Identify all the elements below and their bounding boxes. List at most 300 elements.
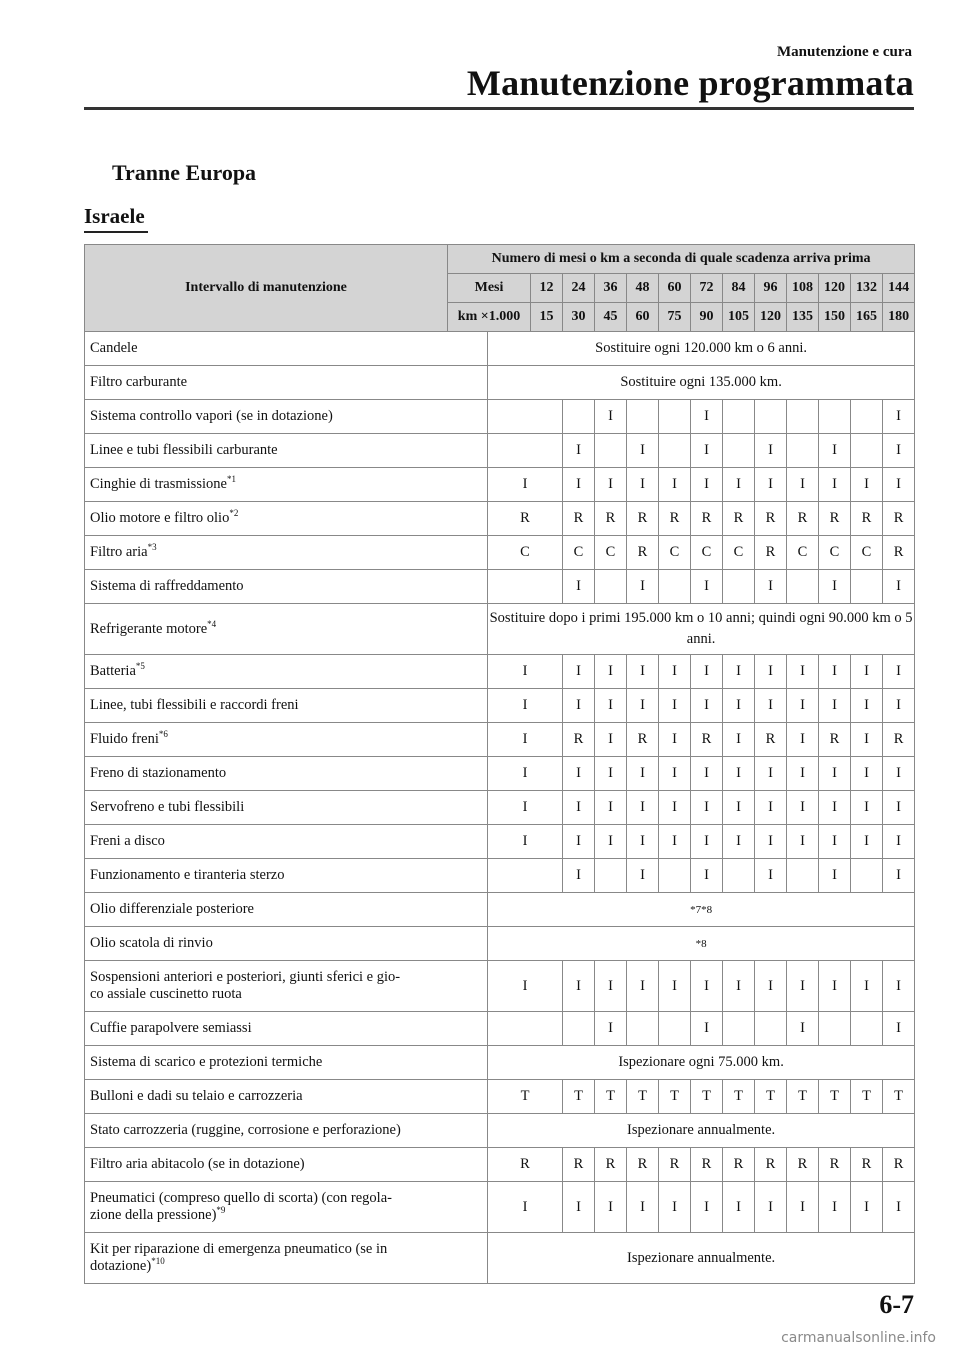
schedule-cell: I xyxy=(883,655,915,689)
table-row xyxy=(85,825,915,859)
table-row xyxy=(85,1046,915,1080)
schedule-cell: R xyxy=(627,502,659,536)
schedule-cell: I xyxy=(883,791,915,825)
schedule-cell: I xyxy=(595,689,627,723)
schedule-cell xyxy=(851,400,883,434)
schedule-cell xyxy=(488,1012,563,1046)
schedule-cell: I xyxy=(691,859,723,893)
schedule-cell xyxy=(851,859,883,893)
schedule-cell: T xyxy=(488,1080,563,1114)
schedule-cell: R xyxy=(755,536,787,570)
item-name-cell: Cuffie parapolvere semiassi xyxy=(85,1012,488,1046)
schedule-cell: R xyxy=(883,502,915,536)
schedule-cell: T xyxy=(691,1080,723,1114)
item-name-cell: Funzionamento e tiranteria sterzo xyxy=(85,859,488,893)
schedule-cell: R xyxy=(787,502,819,536)
schedule-cell: R xyxy=(883,1148,915,1182)
schedule-cell: T xyxy=(851,1080,883,1114)
schedule-cell: I xyxy=(883,434,915,468)
table-row xyxy=(85,332,915,366)
schedule-cell: I xyxy=(595,1012,627,1046)
item-name-cell: Sistema di raffreddamento xyxy=(85,570,488,604)
month-header-cell: 60 xyxy=(659,274,691,303)
month-header-cell: 48 xyxy=(627,274,659,303)
schedule-cell: R xyxy=(755,723,787,757)
schedule-cell: I xyxy=(563,757,595,791)
schedule-cell xyxy=(851,434,883,468)
subsection-underline xyxy=(84,231,148,233)
schedule-cell: I xyxy=(851,723,883,757)
item-name-cell: Servofreno e tubi flessibili xyxy=(85,791,488,825)
schedule-cell: I xyxy=(691,757,723,791)
item-name-cell: Candele xyxy=(85,332,488,366)
schedule-cell: I xyxy=(851,757,883,791)
item-name-cell: Filtro carburante xyxy=(85,366,488,400)
schedule-cell: I xyxy=(627,434,659,468)
schedule-cell xyxy=(787,434,819,468)
schedule-cell: I xyxy=(595,961,627,1012)
table-row xyxy=(85,859,915,893)
schedule-cell: I xyxy=(563,570,595,604)
schedule-cell: I xyxy=(787,655,819,689)
schedule-cell xyxy=(563,400,595,434)
footnote-ref: *3 xyxy=(147,542,157,553)
schedule-cell xyxy=(755,400,787,434)
schedule-cell: I xyxy=(488,961,563,1012)
schedule-cell: R xyxy=(691,1148,723,1182)
schedule-cell xyxy=(595,570,627,604)
schedule-cell: I xyxy=(488,468,563,502)
schedule-cell: R xyxy=(723,1148,755,1182)
schedule-cell xyxy=(659,400,691,434)
schedule-cell: I xyxy=(883,468,915,502)
table-header-row-span xyxy=(85,245,915,274)
footnote-ref: *6 xyxy=(158,729,168,740)
km-header-cell: 150 xyxy=(819,303,851,332)
item-name-cell: Filtro aria$^{*3}$ xyxy=(85,536,488,570)
schedule-cell: I xyxy=(787,689,819,723)
schedule-cell: I xyxy=(595,1182,627,1233)
schedule-cell: I xyxy=(563,655,595,689)
footnote-ref: *10 xyxy=(151,1256,165,1267)
schedule-cell: I xyxy=(659,468,691,502)
schedule-cell: R xyxy=(659,502,691,536)
km-header-cell: 180 xyxy=(883,303,915,332)
schedule-cell: I xyxy=(627,689,659,723)
schedule-cell: I xyxy=(691,1182,723,1233)
schedule-cell: I xyxy=(563,1182,595,1233)
schedule-cell: I xyxy=(595,468,627,502)
schedule-cell: I xyxy=(723,961,755,1012)
schedule-cell: I xyxy=(563,791,595,825)
schedule-cell xyxy=(819,400,851,434)
schedule-cell: I xyxy=(691,1012,723,1046)
table-row xyxy=(85,434,915,468)
km-label: km ×1.000 xyxy=(448,303,531,332)
schedule-cell: I xyxy=(691,468,723,502)
schedule-cell: I xyxy=(627,791,659,825)
schedule-cell: I xyxy=(595,723,627,757)
schedule-cell xyxy=(787,570,819,604)
schedule-cell: R xyxy=(488,1148,563,1182)
month-header-cell: 132 xyxy=(851,274,883,303)
schedule-cell: I xyxy=(659,961,691,1012)
schedule-cell: I xyxy=(755,655,787,689)
item-name-cell: Olio scatola di rinvio xyxy=(85,927,488,961)
item-name-cell: Cinghie di trasmissione$^{*1}$ xyxy=(85,468,488,502)
table-row xyxy=(85,604,915,655)
schedule-cell: I xyxy=(488,757,563,791)
schedule-cell: I xyxy=(851,1182,883,1233)
schedule-cell: T xyxy=(883,1080,915,1114)
schedule-cell: I xyxy=(883,1182,915,1233)
schedule-cell: I xyxy=(723,1182,755,1233)
km-header-cell: 135 xyxy=(787,303,819,332)
schedule-cell xyxy=(627,400,659,434)
schedule-cell: T xyxy=(819,1080,851,1114)
table-row xyxy=(85,893,915,927)
table-row xyxy=(85,961,915,1012)
schedule-cell: I xyxy=(723,468,755,502)
schedule-cell: I xyxy=(723,723,755,757)
schedule-cell: I xyxy=(563,859,595,893)
schedule-cell: I xyxy=(488,825,563,859)
schedule-cell: I xyxy=(755,791,787,825)
schedule-cell: T xyxy=(595,1080,627,1114)
schedule-cell: I xyxy=(595,400,627,434)
schedule-cell: I xyxy=(819,655,851,689)
schedule-cell: I xyxy=(787,468,819,502)
schedule-cell: R xyxy=(883,723,915,757)
item-name-cell: Sistema controllo vapori (se in dotazione) xyxy=(85,400,488,434)
item-name-cell: Olio motore e filtro olio$^{*2}$ xyxy=(85,502,488,536)
month-header-cell: 36 xyxy=(595,274,627,303)
schedule-cell: I xyxy=(488,791,563,825)
subsection-heading: Israele xyxy=(84,204,145,228)
interval-header-cell xyxy=(85,245,448,332)
schedule-cell: I xyxy=(563,434,595,468)
table-row xyxy=(85,536,915,570)
schedule-cell: R xyxy=(851,1148,883,1182)
schedule-cell: C xyxy=(851,536,883,570)
schedule-cell: I xyxy=(659,757,691,791)
item-name-cell: Pneumatici (compreso quello di scorta) (con regola- zione della pressione)$^{*9}$ xyxy=(85,1182,488,1233)
schedule-cell: I xyxy=(787,1012,819,1046)
schedule-text-cell: Ispezionare annualmente. xyxy=(488,1114,915,1148)
schedule-cell: I xyxy=(659,655,691,689)
schedule-cell: I xyxy=(819,468,851,502)
schedule-cell xyxy=(723,400,755,434)
section-label: Manutenzione e cura xyxy=(777,44,912,60)
schedule-cell: I xyxy=(883,400,915,434)
footnote-ref: *2 xyxy=(229,508,239,519)
schedule-cell: I xyxy=(691,570,723,604)
schedule-cell: C xyxy=(819,536,851,570)
km-header-cell: 120 xyxy=(755,303,787,332)
interval-label: Intervallo di manutenzione xyxy=(185,280,347,295)
km-header-cell: 75 xyxy=(659,303,691,332)
schedule-cell: R xyxy=(595,502,627,536)
schedule-cell: R xyxy=(819,723,851,757)
schedule-cell: C xyxy=(787,536,819,570)
schedule-text-cell: Sostituire ogni 135.000 km. xyxy=(488,366,915,400)
month-header-cell: 108 xyxy=(787,274,819,303)
schedule-cell: I xyxy=(627,655,659,689)
table-row xyxy=(85,570,915,604)
month-header-cell: 84 xyxy=(723,274,755,303)
table-row xyxy=(85,1080,915,1114)
month-header-cell: 120 xyxy=(819,274,851,303)
schedule-cell: R xyxy=(755,1148,787,1182)
schedule-cell: R xyxy=(627,1148,659,1182)
item-name-cell: Stato carrozzeria (ruggine, corrosione e perforazione) xyxy=(85,1114,488,1148)
schedule-cell: I xyxy=(787,757,819,791)
schedule-cell: R xyxy=(883,536,915,570)
schedule-cell: I xyxy=(691,825,723,859)
table-row xyxy=(85,400,915,434)
schedule-cell: I xyxy=(819,570,851,604)
table-row xyxy=(85,791,915,825)
schedule-cell xyxy=(851,570,883,604)
schedule-cell: R xyxy=(659,1148,691,1182)
schedule-cell: I xyxy=(819,825,851,859)
schedule-note-cell: *7*8 xyxy=(488,893,915,927)
schedule-cell: I xyxy=(851,825,883,859)
header-divider xyxy=(84,107,914,110)
schedule-cell xyxy=(659,434,691,468)
schedule-cell xyxy=(595,859,627,893)
schedule-cell: C xyxy=(723,536,755,570)
item-name-cell: Linee, tubi flessibili e raccordi freni xyxy=(85,689,488,723)
schedule-cell: I xyxy=(755,961,787,1012)
footnote-ref: *4 xyxy=(207,618,217,629)
schedule-cell xyxy=(723,1012,755,1046)
schedule-text-cell: Sostituire ogni 120.000 km o 6 anni. xyxy=(488,332,915,366)
schedule-cell: I xyxy=(755,689,787,723)
km-header-cell: 90 xyxy=(691,303,723,332)
schedule-cell: I xyxy=(627,1182,659,1233)
schedule-cell: I xyxy=(563,825,595,859)
table-row xyxy=(85,757,915,791)
schedule-cell xyxy=(787,859,819,893)
schedule-cell: R xyxy=(563,723,595,757)
schedule-cell: I xyxy=(488,689,563,723)
schedule-cell: I xyxy=(723,825,755,859)
schedule-cell: I xyxy=(723,791,755,825)
schedule-cell: I xyxy=(627,859,659,893)
schedule-cell: C xyxy=(691,536,723,570)
item-name-cell: Linee e tubi flessibili carburante xyxy=(85,434,488,468)
schedule-cell: R xyxy=(627,536,659,570)
schedule-cell: I xyxy=(627,961,659,1012)
table-row xyxy=(85,1182,915,1233)
item-name-cell: Fluido freni$^{*6}$ xyxy=(85,723,488,757)
schedule-cell xyxy=(595,434,627,468)
schedule-cell: I xyxy=(691,961,723,1012)
schedule-cell: I xyxy=(627,757,659,791)
schedule-cell: I xyxy=(691,791,723,825)
schedule-note-cell: *8 xyxy=(488,927,915,961)
schedule-cell: I xyxy=(595,825,627,859)
table-row xyxy=(85,1114,915,1148)
schedule-cell: T xyxy=(659,1080,691,1114)
schedule-cell: I xyxy=(659,723,691,757)
schedule-cell: I xyxy=(627,570,659,604)
schedule-cell: R xyxy=(627,723,659,757)
km-header-cell: 15 xyxy=(531,303,563,332)
schedule-cell: I xyxy=(883,689,915,723)
schedule-cell: I xyxy=(787,1182,819,1233)
schedule-cell: C xyxy=(595,536,627,570)
table-row xyxy=(85,1233,915,1284)
schedule-cell: I xyxy=(755,757,787,791)
schedule-cell: I xyxy=(819,1182,851,1233)
schedule-cell: I xyxy=(755,1182,787,1233)
schedule-cell: R xyxy=(691,723,723,757)
schedule-cell: I xyxy=(883,757,915,791)
schedule-cell: I xyxy=(787,723,819,757)
table-row xyxy=(85,723,915,757)
schedule-cell: T xyxy=(627,1080,659,1114)
schedule-cell: I xyxy=(755,434,787,468)
schedule-cell xyxy=(787,400,819,434)
schedule-cell xyxy=(723,570,755,604)
table-row xyxy=(85,468,915,502)
schedule-cell: I xyxy=(787,791,819,825)
schedule-cell: I xyxy=(488,723,563,757)
page-title: Manutenzione programmata xyxy=(466,63,914,103)
schedule-cell: R xyxy=(819,1148,851,1182)
item-name-cell: Sospensioni anteriori e posteriori, giunti sferici e gio- co assiale cuscinetto ruota xyxy=(85,961,488,1012)
item-name-cell: Freno di stazionamento xyxy=(85,757,488,791)
schedule-text-cell: Ispezionare annualmente. xyxy=(488,1233,915,1284)
schedule-cell: I xyxy=(883,961,915,1012)
schedule-cell: I xyxy=(819,757,851,791)
schedule-cell: I xyxy=(563,961,595,1012)
schedule-cell xyxy=(488,434,563,468)
schedule-cell: T xyxy=(723,1080,755,1114)
schedule-cell: R xyxy=(851,502,883,536)
item-name-cell: Sistema di scarico e protezioni termiche xyxy=(85,1046,488,1080)
schedule-cell: I xyxy=(659,1182,691,1233)
schedule-cell: R xyxy=(563,502,595,536)
table-row xyxy=(85,1012,915,1046)
month-header-cell: 96 xyxy=(755,274,787,303)
schedule-cell: I xyxy=(819,961,851,1012)
schedule-cell: R xyxy=(723,502,755,536)
schedule-cell xyxy=(755,1012,787,1046)
footnote-ref: *1 xyxy=(226,474,236,485)
schedule-cell: I xyxy=(819,791,851,825)
span-header-cell: Numero di mesi o km a seconda di quale scadenza arriva prima xyxy=(448,245,915,274)
schedule-cell: C xyxy=(488,536,563,570)
schedule-cell xyxy=(723,859,755,893)
schedule-cell: R xyxy=(563,1148,595,1182)
footnote-ref: *5 xyxy=(135,661,145,672)
table-row xyxy=(85,1148,915,1182)
km-header-cell: 105 xyxy=(723,303,755,332)
maintenance-schedule-table xyxy=(84,244,915,1284)
item-name-cell: Bulloni e dadi su telaio e carrozzeria xyxy=(85,1080,488,1114)
schedule-cell: I xyxy=(563,689,595,723)
footnote-ref: *9 xyxy=(216,1205,226,1216)
km-header-cell: 60 xyxy=(627,303,659,332)
item-name-cell: Freni a disco xyxy=(85,825,488,859)
schedule-text-cell: Ispezionare ogni 75.000 km. xyxy=(488,1046,915,1080)
schedule-cell: I xyxy=(595,655,627,689)
schedule-cell: I xyxy=(883,570,915,604)
month-header-cell: 72 xyxy=(691,274,723,303)
table-row xyxy=(85,689,915,723)
schedule-cell: I xyxy=(627,468,659,502)
schedule-cell: I xyxy=(883,1012,915,1046)
schedule-cell: T xyxy=(563,1080,595,1114)
page-number: 6-7 xyxy=(879,1290,914,1319)
schedule-cell xyxy=(851,1012,883,1046)
schedule-cell: I xyxy=(691,400,723,434)
schedule-cell: I xyxy=(819,434,851,468)
month-header-cell: 144 xyxy=(883,274,915,303)
schedule-cell xyxy=(659,570,691,604)
item-name-cell: Batteria$^{*5}$ xyxy=(85,655,488,689)
schedule-cell xyxy=(819,1012,851,1046)
km-header-cell: 45 xyxy=(595,303,627,332)
schedule-cell: I xyxy=(659,689,691,723)
item-name-cell: Olio differenziale posteriore xyxy=(85,893,488,927)
schedule-cell: I xyxy=(755,468,787,502)
schedule-cell: I xyxy=(851,689,883,723)
schedule-cell: I xyxy=(787,825,819,859)
schedule-cell xyxy=(659,859,691,893)
schedule-cell: I xyxy=(691,434,723,468)
schedule-cell: R xyxy=(691,502,723,536)
schedule-cell: I xyxy=(819,689,851,723)
schedule-cell: I xyxy=(755,825,787,859)
schedule-cell xyxy=(488,570,563,604)
item-name-cell: Filtro aria abitacolo (se in dotazione) xyxy=(85,1148,488,1182)
schedule-cell: R xyxy=(488,502,563,536)
schedule-cell: C xyxy=(563,536,595,570)
schedule-cell: I xyxy=(595,791,627,825)
km-header-cell: 165 xyxy=(851,303,883,332)
schedule-cell: I xyxy=(723,655,755,689)
watermark: carmanualsonline.info xyxy=(781,1330,936,1346)
schedule-cell: C xyxy=(659,536,691,570)
schedule-cell: I xyxy=(691,689,723,723)
schedule-cell: I xyxy=(851,961,883,1012)
schedule-cell: I xyxy=(819,859,851,893)
table-row xyxy=(85,655,915,689)
month-header-cell: 12 xyxy=(531,274,563,303)
schedule-cell: R xyxy=(595,1148,627,1182)
schedule-text-cell: Sostituire dopo i primi 195.000 km o 10 anni; quindi ogni 90.000 km o 5 anni. xyxy=(488,604,915,655)
schedule-cell xyxy=(563,1012,595,1046)
schedule-cell: I xyxy=(659,825,691,859)
schedule-cell: I xyxy=(488,655,563,689)
schedule-cell: I xyxy=(755,859,787,893)
schedule-cell: I xyxy=(723,757,755,791)
schedule-cell xyxy=(723,434,755,468)
schedule-cell: I xyxy=(563,468,595,502)
schedule-cell: R xyxy=(819,502,851,536)
schedule-cell: I xyxy=(851,655,883,689)
schedule-cell: T xyxy=(755,1080,787,1114)
schedule-cell: I xyxy=(595,757,627,791)
schedule-cell: R xyxy=(755,502,787,536)
schedule-cell: I xyxy=(851,791,883,825)
schedule-cell: T xyxy=(787,1080,819,1114)
table-row xyxy=(85,927,915,961)
